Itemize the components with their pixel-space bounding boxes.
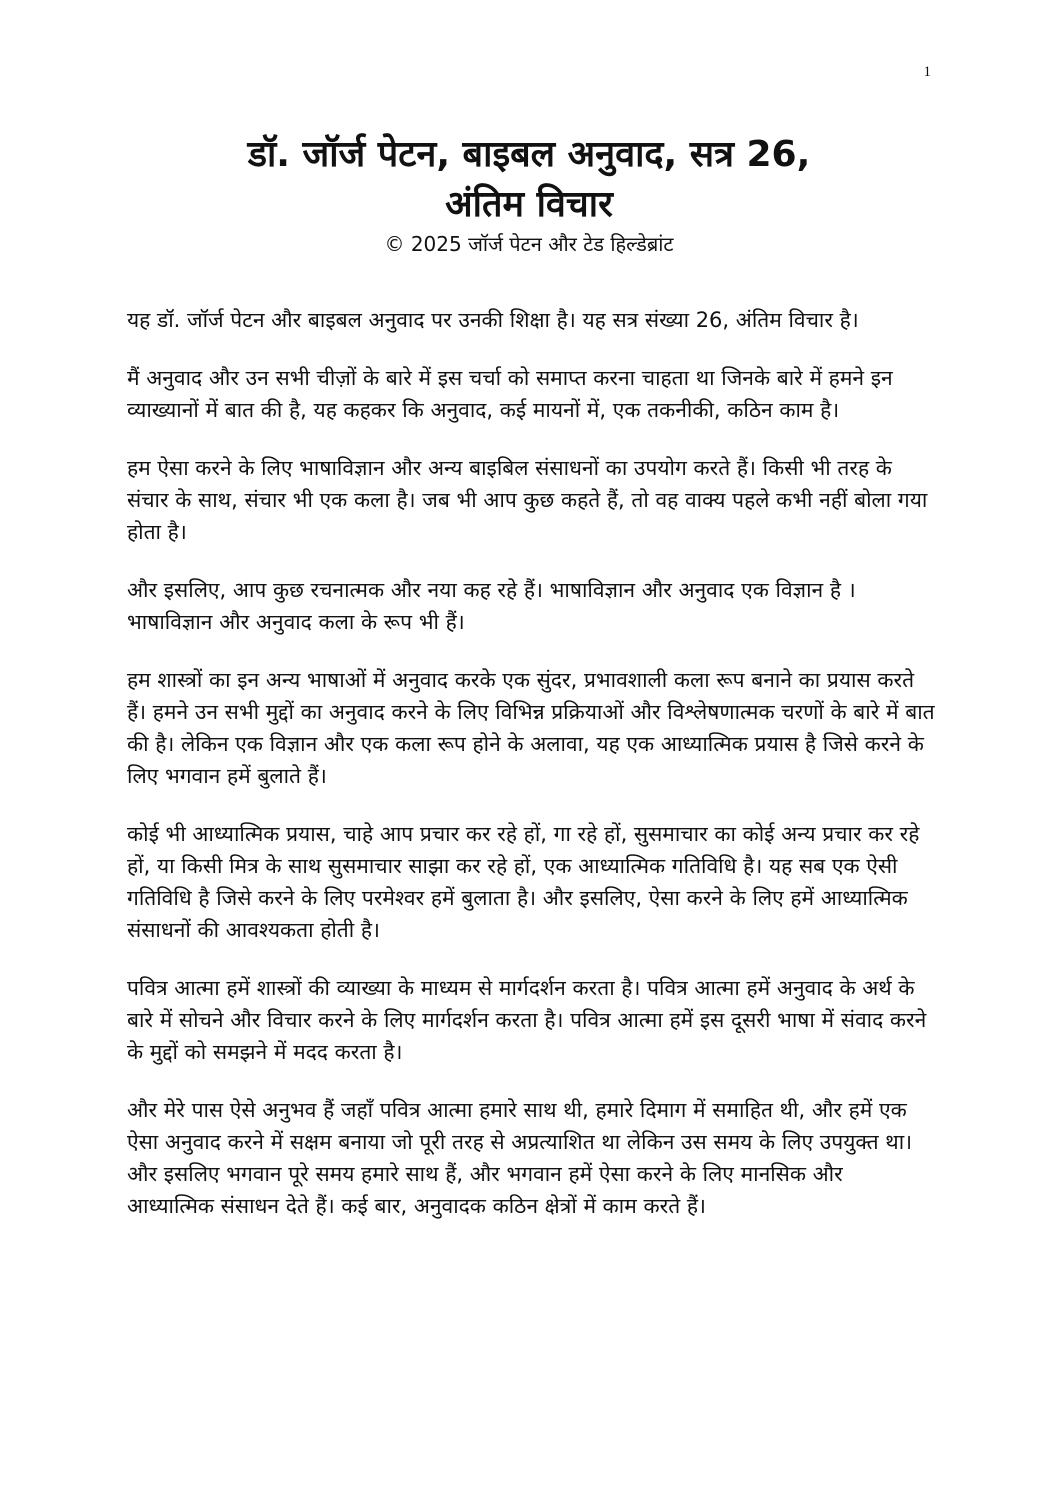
paragraph: और इसलिए, आप कुछ रचनात्मक और नया कह रहे हैं। भाषाविज्ञान और अनुवाद एक विज्ञान है । भाषाविज्ञान और अनुवाद कला के रूप भी हैं। [127, 578, 856, 634]
paragraph: और मेरे पास ऐसे अनुभव हैं जहाँ पवित्र आत्मा हमारे साथ थी, हमारे दिमाग में समाहित थी, और हमें एक ऐसा अनुवाद करने में सक्षम बनाया जो पूरी तरह से अप्रत्याशित था लेकिन उस समय के लिए उपयुक्त था। और इसलिए भगवान पूरे समय हमारे साथ हैं, और भगवान हमें ऐसा करने के लिए मानसिक और आध्यात्मिक संसाधन देते हैं। कई बार, अनुवादक कठिन क्षेत्रों में काम करते हैं। [127, 1098, 913, 1218]
page-number: 1 [923, 64, 931, 80]
title-line-2: अंतिम विचार [445, 184, 613, 225]
paragraph: हम शास्त्रों का इन अन्य भाषाओं में अनुवाद करके एक सुंदर, प्रभावशाली कला रूप बनाने का प्रयास करते हैं। हमने उन सभी मुद्दों का अनुवाद करने के लिए विभिन्न प्रक्रियाओं और विश्लेषणात्मक चरणों के बारे में बात की है। लेकिन एक विज्ञान और एक कला रूप होने के अलावा, यह एक आध्यात्मिक प्रयास है जिसे करने के लिए भगवान हमें बुलाते हैं। [127, 668, 935, 788]
paragraph: यह डॉ. जॉर्ज पेटन और बाइबल अनुवाद पर उनकी शिक्षा है। यह सत्र संख्या 26, अंतिम विचार है। [127, 308, 859, 332]
document-body [127, 304, 935, 1248]
paragraph: हम ऐसा करने के लिए भाषाविज्ञान और अन्य बाइबिल संसाधनों का उपयोग करते हैं। किसी भी तरह के संचार के साथ, संचार भी एक कला है। जब भी आप कुछ कहते हैं, तो वह वाक्य पहले कभी नहीं बोला गया होता है। [127, 456, 928, 544]
paragraph: कोई भी आध्यात्मिक प्रयास, चाहे आप प्रचार कर रहे हों, गा रहे हों, सुसमाचार का कोई अन्य प्रचार कर रहे हों, या किसी मित्र के साथ सुसमाचार साझा कर रहे हों, एक आध्यात्मिक गतिविधि है। यह सब एक ऐसी गतिविधि है जिसे करने के लिए परमेश्वर हमें बुलाता है। और इसलिए, ऐसा करने के लिए हमें आध्यात्मिक संसाधनों की आवश्यकता होती है। [127, 822, 920, 942]
paragraph: पवित्र आत्मा हमें शास्त्रों की व्याख्या के माध्यम से मार्गदर्शन करता है। पवित्र आत्मा हमें अनुवाद के अर्थ के बारे में सोचने और विचार करने के लिए मार्गदर्शन करता है। पवित्र आत्मा हमें इस दूसरी भाषा में संवाद करने के मुद्दों को समझने में मदद करता है। [127, 976, 927, 1064]
copyright-notice: © 2025 जॉर्ज पेटन और टेड हिल्डेब्रांट [384, 232, 674, 256]
title-line-1: डॉ. जॉर्ज पेटन, बाइबल अनुवाद, सत्र 26, [247, 134, 811, 175]
paragraph: मैं अनुवाद और उन सभी चीज़ों के बारे में इस चर्चा को समाप्त करना चाहता था जिनके बारे में हमने इन व्याख्यानों में बात की है, यह कहकर कि अनुवाद, कई मायनों में, एक तकनीकी, कठिन काम है। [127, 366, 893, 422]
page-title [120, 130, 938, 230]
